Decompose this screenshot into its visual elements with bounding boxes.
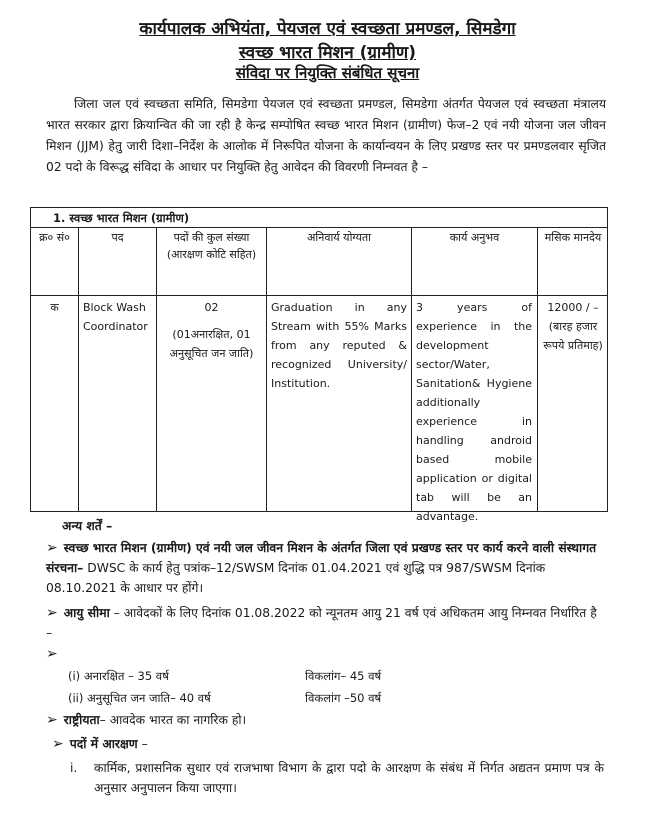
age-st: (ii) अनुसूचित जन जाति– 40 वर्ष: [68, 691, 211, 705]
row-pay-amount: 12000 / –: [547, 301, 599, 314]
row-pay: [538, 298, 608, 355]
row-pay-words: (बारह हजार रूपये प्रतिमाह): [543, 320, 603, 352]
condition-1: ➢ स्वच्छ भारत मिशन (ग्रामीण) एवं नयी जल जीवन मिशन के अंतर्गत जिला एवं प्रखण्ड स्तर पर कार्य करने वाली संस्थागत संरचना– DWSC के कार्य हेतु पत्रांक–12/SWSM दिनांक 01.04.2021 एवं शुद्धि पत्र 987/SWSM दिनांक 08.10.2021 के आधार पर होंगे।: [46, 540, 597, 595]
row-count: [157, 298, 266, 363]
col-qual-header: अनिवार्य योग्यता: [306, 231, 372, 244]
condition-4-item-num: i.: [70, 761, 78, 775]
age-st-disabled: विकलांग –50 वर्ष: [305, 691, 382, 705]
intro-paragraph: [46, 94, 606, 178]
col-sno-header: क्र० सं०: [39, 231, 70, 244]
office-title: कार्यपालक अभियंता, पेयजल एवं स्वच्छता प्रमण्डल, सिमडेगा: [139, 19, 516, 39]
col-exp-header: कार्य अनुभव: [449, 231, 500, 244]
arrow-bullet-icon: ➢: [46, 540, 58, 556]
vacancy-table: [30, 207, 608, 523]
arrow-bullet-icon: ➢: [46, 712, 58, 728]
row-count-value: 02: [204, 301, 219, 314]
arrow-bullet-icon: ➢: [52, 736, 64, 752]
conditions-title: अन्य शर्तें –: [62, 519, 113, 533]
col-pay-header: मसिक मानदेय: [544, 231, 602, 244]
condition-4: ➢ पदों में आरक्षण –: [52, 736, 148, 752]
intro-text: जिला जल एवं स्वच्छता समिति, सिमडेगा पेयजल एवं स्वच्छता प्रमण्डल, सिमडेगा अंतर्गत पेयजल एवं स्वच्छता मंत्रालय भारत सरकार द्वारा क्रियान्वित की जा रही है केन्द्र सम्पोषित स्वच्छ भारत मिशन (ग्रामीण) फेज–2 एवं नयी योजना जल जीवन मिशन (JJM) हेतु जारी दिशा–निर्देश के आलोक में निरूपित योजना के कार्यान्वयन के लिए प्रखण्ड स्तर पर प्रमण्डलवार सृजित 02 पदो के विरूद्ध संविदा के आधार पर नियुक्ति हेतु आवेदन की विवरणी निम्नवत है –: [46, 97, 606, 174]
header-divider: [31, 295, 607, 296]
row-experience: 3 years of experience in the development sector/Water, Sanitation& Hygiene additionally experience in handling android based mobile application or digital tab will be an advantage.: [416, 301, 532, 523]
age-unreserved: (i) अनारक्षित – 35 वर्ष: [68, 669, 169, 683]
mission-title: स्वच्छ भारत मिशन (ग्रामीण): [239, 43, 416, 63]
col-count-header: पदों की कुल संख्या (आरक्षण कोटि सहित): [166, 231, 257, 261]
row-count-detail: (01अनारक्षित, 01 अनुसूचित जन जाति): [169, 328, 254, 360]
condition-2: ➢ आयु सीमा – आवेदकों के लिए दिनांक 01.08.2022 को न्यूनतम आयु 21 वर्ष एवं अधिकतम आयु निम्नवत निर्धारित है –: [46, 605, 597, 640]
condition-4-item: कार्मिक, प्रशासनिक सुधार एवं राजभाषा विभाग के द्वारा पदो के आरक्षण के संबंध में निर्गत अद्यतन प्रमाण पत्र के अनुसार अनुपालन किया जाएगा।: [94, 761, 604, 795]
condition-2-bullet: [46, 644, 64, 664]
condition-3: ➢ राष्ट्रीयता– आवदेक भारत का नागरिक हो।: [46, 712, 247, 728]
arrow-bullet-icon: ➢: [46, 646, 58, 662]
row-sno: क: [50, 301, 59, 314]
table-caption: 1. स्वच्छ भारत मिशन (ग्रामीण): [31, 208, 607, 228]
row-post: Block Wash Coordinator: [83, 301, 148, 333]
arrow-bullet-icon: ➢: [46, 605, 58, 621]
col-post-header: पद: [111, 231, 124, 244]
notice-title: संविदा पर नियुक्ति संबंधित सूचना: [235, 64, 420, 82]
age-unreserved-disabled: विकलांग– 45 वर्ष: [305, 669, 382, 683]
row-qualification: Graduation in any Stream with 55% Marks from any reputed & recognized University/ Institution.: [271, 301, 407, 390]
